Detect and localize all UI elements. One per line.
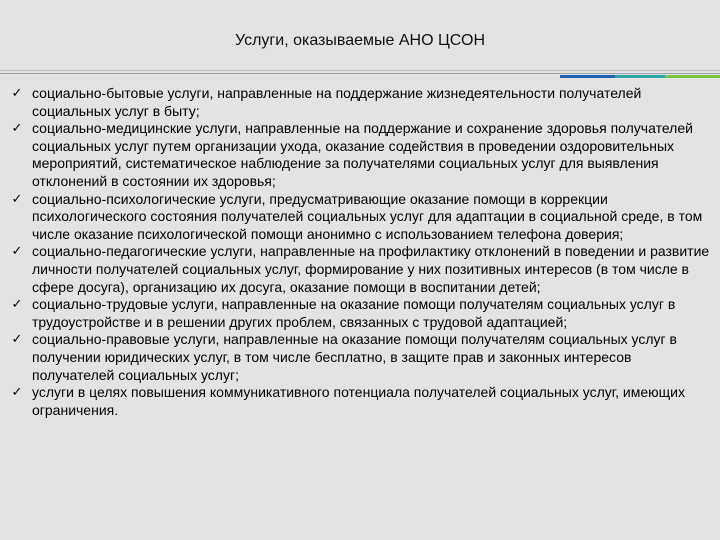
list-item-text: социально-бытовые услуги, направленные на поддержание жизнедеятельности получателей социальных услуг в быту;: [32, 85, 642, 119]
checkmark-icon: ✓: [11, 191, 23, 207]
list-item: [10, 384, 710, 419]
checkmark-icon: ✓: [11, 385, 23, 401]
list-item-text: социально-психологические услуги, предусматривающие оказание помощи в коррекции психологического состояния получателей социальных услуг для адаптации в социальной среде, в том числе оказание психологической помощи анонимно с использованием телефона доверия;: [32, 190, 703, 242]
checkmark-icon: ✓: [11, 244, 23, 260]
list-item-text: социально-правовые услуги, направленные на оказание помощи получателям социальных услуг в получении юридических услуг, в том числе бесплатно, в защите прав и законных интересов получателей социальных услуг;: [32, 331, 677, 383]
divider-line-top: [0, 70, 720, 71]
checkmark-icon: ✓: [11, 297, 23, 313]
list-item-text: социально-педагогические услуги, направленные на профилактику отклонений в поведении и развитие личности получателей социальных услуг, формирование у них позитивных интересов (в том числе в сфере досуга), организацию их досуга, оказание помощи в воспитании детей;: [32, 243, 710, 295]
list-item-text: социально-медицинские услуги, направленные на поддержание и сохранение здоровья получателей социальных услуг путем организации ухода, оказание содействия в проведении оздоровительных мероприятий, систематическое наблюдение за получателями социальных услуг для выявления отклонений в состоянии их здоровья;: [32, 120, 693, 189]
list-item: [10, 243, 710, 296]
list-item: [10, 85, 710, 120]
list-item: [10, 331, 710, 384]
page-title: Услуги, оказываемые АНО ЦСОН: [234, 32, 485, 49]
list-item: [10, 296, 710, 331]
accent-segment-teal: [615, 75, 665, 78]
accent-segment-blue: [560, 75, 615, 78]
accent-segment-green: [665, 75, 720, 78]
list-item-text: услуги в целях повышения коммуникативного потенциала получателей социальных услуг, имеющих ограничения.: [32, 384, 686, 418]
checkmark-icon: ✓: [11, 332, 23, 348]
divider-line-bottom: [0, 73, 720, 74]
list-item: [10, 191, 710, 244]
checkmark-icon: ✓: [11, 121, 23, 137]
header-divider: [0, 70, 720, 82]
list-item-text: социально-трудовые услуги, направленные на оказание помощи получателям социальных услуг в трудоустройстве и в решении других проблем, связанных с трудовой адаптацией;: [32, 296, 676, 330]
list-item: [10, 120, 710, 190]
checkmark-icon: ✓: [11, 86, 23, 101]
services-list: [10, 85, 710, 419]
